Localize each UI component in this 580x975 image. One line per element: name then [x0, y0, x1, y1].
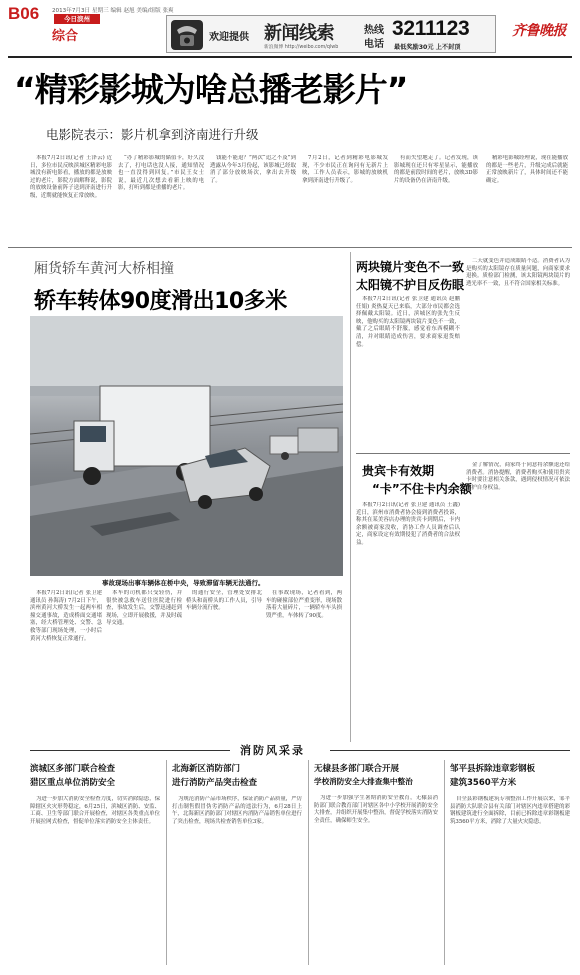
- fire-item-2-body: 为规范消防产品市场秩序，保证消防产品质量，严厉打击制售假冒伪劣消防产品的违法行为，6月28日上午，北海新区消防部门对辖区内消防产品销售单位进行了突击检查，现场共检查销售单位3家。: [172, 796, 302, 825]
- fire-item-3-body: 为进一步加强学生暑期消防安全教育，无棣县消防部门联合教育部门对辖区各中小学校开展消防安全大排查，并组织开展集中整治，督促学校落实消防安全责任，确保师生安全。: [314, 795, 438, 824]
- lead-headline: “精彩影城为啥总播老影片”: [14, 70, 408, 109]
- hotline-label-2: 电话: [364, 39, 384, 50]
- lead-col-2: “办了精彩影城的储值卡，好久没去了，打电话也没人接，通知情况也一直没得到回复。”市民王女士说，最近几次想去看新上映的电影，打听到都是重播的老片。: [118, 155, 204, 192]
- fire-item-4-body: 自全县彩钢板建筑专项整治工作开展以来，邹平县消防大队联合县有关部门对辖区内违章搭建的彩钢板建筑进行全面拆除，目前已拆除违章彩钢板建筑3560平方米，消除了大量火灾隐患。: [450, 796, 570, 825]
- accident-photo: [30, 316, 343, 576]
- lens-headline-1: 两块镜片变色不一致: [356, 260, 465, 274]
- accident-kicker: 厢货轿车黄河大桥相撞: [34, 261, 174, 277]
- fire-item-1-body: 为进一步加大消防安全检查力度，切实消除隐患，保障辖区火灾形势稳定，6月25日，滨城区消防、安监、工商、卫生等部门联合开展检查，对辖区各类重点单位开展拉网式检查，督促单位落实消防安全主体责任。: [30, 796, 160, 825]
- fire-banner: 消防风采录: [240, 744, 305, 757]
- fire-divider-1: [166, 760, 167, 965]
- paper-logo: 齐鲁晚报: [512, 23, 566, 39]
- card-headline-2: “卡”不住卡内余额: [372, 482, 472, 496]
- accident-headline: 轿车转体90度滑出10多米: [34, 289, 287, 314]
- fire-divider-3: [444, 760, 445, 965]
- fire-item-1-headline-2: 猎区重点单位消防安全: [30, 778, 116, 788]
- lead-col-3: 钱能不能退？”两次“追之不及”到透露从今年3月份起，该影城已经取消了部分放映场次，拿出去升级了。: [210, 155, 296, 184]
- accident-col-3: 的通行安全，管理处安排北桥头和南桥头的工作人员，引导车辆分流行驶。: [186, 590, 262, 612]
- fire-item-4-headline-1: 邹平县拆除违章彩钢板: [450, 764, 536, 774]
- fire-item-4: [450, 762, 570, 967]
- lead-col-6: 精彩电影城经理说，现在能播放的都是一些老片，升级完成后就能正常放映新片了，具体时间还不能确定。: [486, 155, 568, 184]
- fire-banner-rule-left: [30, 750, 230, 751]
- lead-col-1: 本报7月2日讯(记者 王泽云) 近日，多位市民反映滨城区精彩电影城没有新电影看，播放的都是放映过的老片，影院方面解释说，影院的放映设备前阵子送到济南进行升级，近期就能恢复正常放映。: [30, 155, 112, 199]
- lens-bottom-rule: [356, 453, 570, 454]
- fire-item-1-headline-1: 滨城区多部门联合检查: [30, 764, 116, 774]
- fire-item-1: [30, 762, 160, 967]
- fire-item-3-headline-2: 学校消防安全大排查集中整治: [314, 777, 413, 786]
- lead-bottom-rule: [8, 247, 572, 248]
- accident-col-2: 本车的司机都只受轻伤，并很快被急救车送往医院进行检查，事故发生后，交警迅速赶到现场，立即开展救援，并及时疏导交通。: [106, 590, 182, 627]
- lens-headline-2: 太阳镜不护目反伤眼: [356, 278, 465, 292]
- lead-col-5: 有而失望地走了。记者发现，该影城现在还只有零星显示，能播放的都是前段时间的老片，放映3D影片的设备仍在济南升级。: [394, 155, 478, 184]
- hotline-label-1: 热线: [364, 25, 384, 36]
- accident-col-1: 本报7月2日讯(记者 张卫建 通讯员 孙海涛) 7月2日下午，滨州黄河大桥发生一起两车相撞交通事故，造成桥面交通堵塞，经大桥管理处、交警、急救等部门现场处理，一小时后黄河大桥恢复正常通行。: [30, 590, 102, 642]
- telephone-icon: [171, 20, 203, 50]
- fire-item-4-headline-2: 建筑3560平方米: [450, 778, 517, 788]
- section-name: 综合: [52, 29, 79, 44]
- card-body-right: 金了解情况，商家终于同意将余额退还给消费者。消协提醒，消费者购买和使用贵宾卡时要注意相关条款，遇到侵权情况可依法维护自身权益。: [466, 462, 570, 491]
- hotline-number: 3211123: [392, 17, 470, 40]
- column-divider: [350, 252, 351, 742]
- fire-divider-2: [308, 760, 309, 965]
- card-body-left: 本报7月2日讯(记者 张卫建 通讯员 王鑫) 近日，滨州市消费者协会接到消费者投诉，称其在某美容店办理的贵宾卡到期后，卡内余额被商家没收，消协工作人员调查后认定，商家设定有效期侵犯了消费者的合法权益。: [356, 502, 460, 546]
- fire-item-3: [314, 762, 438, 967]
- page-number: B06: [8, 4, 40, 23]
- hotline-reward: 最低奖励30元 上不封顶: [394, 44, 461, 51]
- lead-col-4: 7月2日，记者到精彩电影城发现，不少市民正在询问有无新片上映，工作人员表示，影城的放映机拿到济南进行升级了。: [302, 155, 388, 184]
- fire-item-2-headline-1: 北海新区消防部门: [172, 764, 241, 774]
- hotline-banner: [166, 15, 496, 53]
- fire-item-2-headline-2: 进行消防产品突击检查: [172, 778, 258, 788]
- fire-banner-rule-right: [330, 750, 570, 751]
- fire-item-3-headline-1: 无棣县多部门联合开展: [314, 764, 400, 774]
- accident-col-4: 在事故现场，记者看到，两车的碰撞部位严重变形，现场散落着大量碎片，一辆轿车车头损毁严重，车体转了90度。: [266, 590, 342, 619]
- section-kicker: 今日滨州: [54, 14, 100, 24]
- lead-subhead: 电影院表示：影片机拿到济南进行升级: [46, 127, 259, 142]
- banner-welcome: 欢迎提供: [209, 32, 249, 43]
- lens-body-left: 本报7月2日讯(记者 张卫建 通讯员 赵鹏 任娟) 炎热夏天已来临，大部分市民都会选择佩戴太阳镜。近日，滨城区的张先生反映，他购买的太阳镜两块镜片变色不一致，戴了之后眼睛不舒服，感觉看东西模糊不清，并对眼睛造成伤害，要求商家退货赔偿。: [356, 296, 460, 348]
- banner-news: 新闻线索: [264, 23, 334, 44]
- banner-weibo: 新浪微博 http://weibo.com/qlwb: [264, 45, 339, 50]
- masthead-rule: [8, 56, 572, 58]
- date-line: 2013年7月3日 星期三 编辑 赵旭 美编/组版 张爽: [52, 8, 174, 14]
- lens-body-right: 二天就变色并造成眼睛不适。消费者认为是购买的太阳镜存在质量问题，向商家要求退换。质检部门检测，该太阳镜两块镜片的透光率不一致，且不符合国家相关标准。: [466, 258, 570, 287]
- card-headline-1: 贵宾卡有效期: [362, 464, 435, 478]
- photo-caption: 事故现场出事车辆体在桥中央，导致滞留车辆无法通行。: [102, 579, 265, 587]
- fire-item-2: [172, 762, 302, 967]
